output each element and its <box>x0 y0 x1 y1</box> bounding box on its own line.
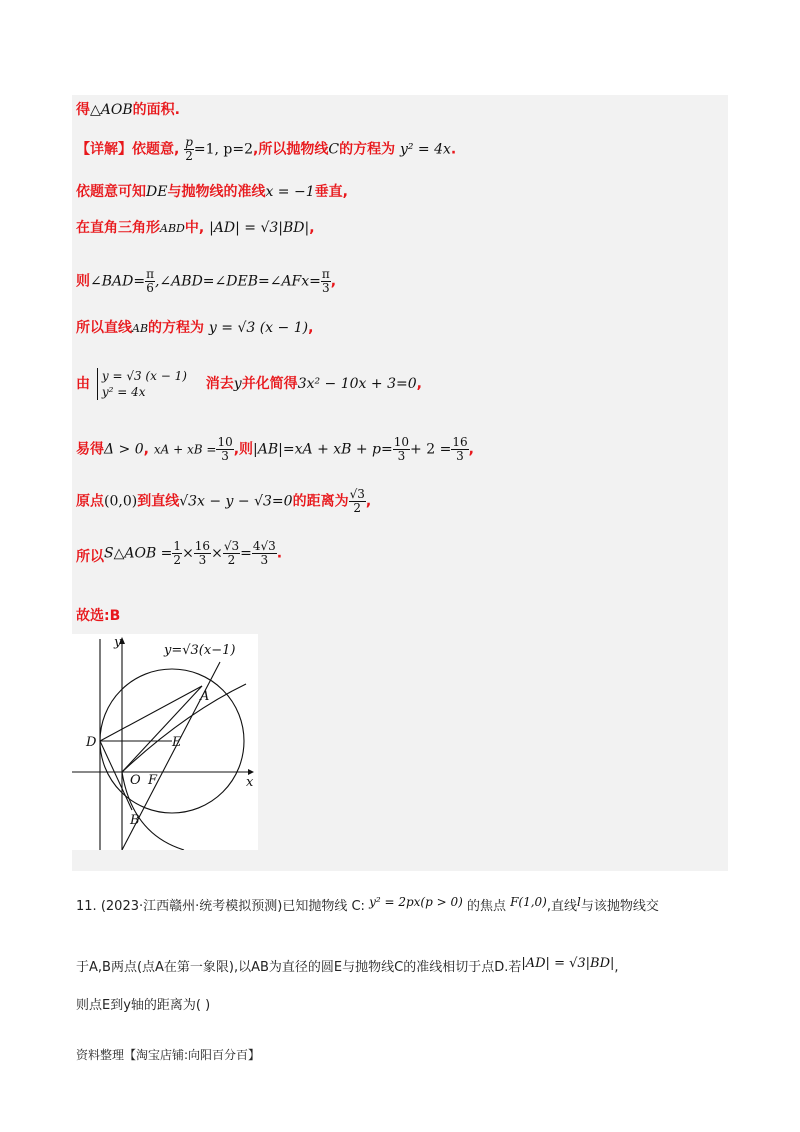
solution-line-1 <box>76 100 180 120</box>
math: ABD <box>160 222 185 235</box>
figure-svg <box>72 634 258 850</box>
solution-line-10 <box>76 540 282 567</box>
text: , <box>308 320 314 336</box>
math: F(1,0) <box>510 895 547 909</box>
question-line-2 <box>76 954 619 978</box>
text: 则点E到y轴的距离为( ) <box>76 998 211 1013</box>
question-number: 11. <box>76 899 97 914</box>
text: , <box>330 273 337 290</box>
label-D: D <box>86 735 97 750</box>
fraction <box>349 488 366 515</box>
text: , <box>365 493 372 510</box>
label-A: A <box>200 689 210 704</box>
text: ,则 <box>233 441 254 458</box>
math: × <box>211 545 223 562</box>
math: △AOB <box>90 102 133 118</box>
math: ,∠ABD=∠DEB=∠AFx= <box>154 273 321 290</box>
system-eq-1: y = √3 (x − 1) <box>101 369 187 383</box>
numerator: 16 <box>194 539 211 553</box>
label-O: O <box>130 773 141 788</box>
numerator: √3 <box>223 539 240 553</box>
math: + 2 = <box>410 441 452 458</box>
math: DE <box>146 184 168 200</box>
text: 原点 <box>76 493 104 510</box>
label-y: y <box>114 635 122 650</box>
text: 与抛物线的准线 <box>167 184 266 200</box>
text: 垂直, <box>314 184 348 200</box>
question-source: (2023·江西赣州·统考模拟预测)已知抛物线 C: <box>100 899 365 914</box>
denominator: 3 <box>216 449 233 463</box>
math: y² = 4x <box>399 141 451 158</box>
text: 的距离为 <box>292 493 349 510</box>
answer: 故选:B <box>76 608 121 624</box>
question-line-3 <box>76 996 210 1016</box>
denominator: 2 <box>349 501 366 515</box>
denominator: 6 <box>146 281 154 295</box>
numerator: √3 <box>349 487 365 501</box>
text: 于A,B两点(点A在第一象限),以AB为直径的圆E与抛物线C的准线相切于点D.若 <box>76 960 522 975</box>
text: , <box>468 441 474 458</box>
numerator: π <box>146 267 154 281</box>
text: . <box>450 141 457 158</box>
label-B: B <box>130 813 140 828</box>
math: 3x² − 10x + 3=0 <box>297 376 417 392</box>
text: 的方程为 <box>148 320 205 336</box>
fraction <box>172 540 182 567</box>
fraction <box>321 268 331 295</box>
solution-line-8: 易得Δ > 0, xA + xB = $\frac{10}{3}$ ,则|AB|=xA + xB + p= $\frac{10}{3}$ + 2 = $\frac{16}{3}$ , <box>76 435 474 463</box>
text: 并化简得 <box>241 376 298 392</box>
segment-OA <box>122 686 202 772</box>
segment-DB <box>100 741 132 810</box>
math: |AD| = √3|BD| <box>209 220 310 236</box>
label-E: E <box>172 735 182 750</box>
footer: 资料整理【淘宝店铺:向阳百分百】 <box>76 1048 261 1062</box>
text: 则 <box>76 273 90 290</box>
text: 中, <box>184 220 205 236</box>
denominator: 3 <box>322 281 330 295</box>
solution-line-4 <box>76 218 315 239</box>
math: xA + xB = <box>153 442 217 457</box>
denominator: 3 <box>252 553 277 567</box>
numerator: 10 <box>393 435 410 449</box>
numerator: 10 <box>217 435 233 449</box>
math: x = −1 <box>265 184 315 200</box>
math: l <box>577 895 581 909</box>
text: 易得 <box>76 441 104 458</box>
text: 消去 <box>205 376 234 392</box>
text: 所以 <box>76 549 104 565</box>
text: 所以直线 <box>76 320 132 336</box>
text: ,直线 <box>546 899 578 914</box>
denominator: 2 <box>223 553 240 567</box>
fraction <box>145 268 155 295</box>
system-eq-2: y² = 4x <box>101 385 146 399</box>
text: . <box>276 545 283 562</box>
fraction <box>252 540 277 567</box>
math: y <box>233 376 242 392</box>
line-equation-label: y=√3(x−1) <box>164 643 236 658</box>
fraction <box>451 436 468 463</box>
text: 的方程为 <box>339 141 396 158</box>
numerator: 4√3 <box>252 539 276 553</box>
parabola <box>122 684 246 850</box>
text: 到直线 <box>137 493 180 510</box>
label-F: F <box>148 773 158 788</box>
parabola-figure <box>72 634 258 850</box>
answer-line <box>76 606 120 626</box>
math: S△AOB = <box>104 545 173 562</box>
math: =1, p=2 <box>193 141 254 158</box>
math: ∠BAD= <box>90 273 146 290</box>
fraction <box>393 436 410 463</box>
math: y = √3 (x − 1) <box>208 320 309 336</box>
fraction <box>194 540 211 567</box>
text: 依题意可知 <box>76 184 146 200</box>
text: , <box>416 376 422 392</box>
denominator: 3 <box>393 449 410 463</box>
solution-line-9 <box>76 488 371 515</box>
solution-line-7 <box>76 368 422 400</box>
math: = <box>240 545 252 562</box>
text: 由 <box>76 376 90 392</box>
label-x: x <box>246 775 254 790</box>
fraction <box>223 540 240 567</box>
detail-tag: 【详解】依题意, <box>76 141 180 158</box>
denominator: 3 <box>451 449 468 463</box>
math: C <box>328 141 340 158</box>
math: √3x − y − √3=0 <box>179 493 293 510</box>
text: ,所以抛物线 <box>253 141 329 158</box>
denominator: 3 <box>194 553 211 567</box>
denominator: 2 <box>185 149 193 163</box>
fraction <box>184 136 194 163</box>
solution-line-6 <box>76 318 313 339</box>
text: , <box>614 960 619 975</box>
math: (0,0) <box>104 493 138 510</box>
numerator: p <box>185 135 193 149</box>
segment-DA <box>100 686 202 741</box>
equation-system <box>97 368 187 400</box>
numerator: 1 <box>173 539 182 553</box>
text: , <box>309 220 315 236</box>
math: Δ > 0 <box>104 441 144 458</box>
text: 的焦点 <box>466 899 506 914</box>
numerator: π <box>321 267 330 281</box>
math: |AB|=xA + xB + p= <box>253 441 393 458</box>
text: 在直角三角形 <box>76 220 160 236</box>
fraction <box>216 436 233 463</box>
text: 与该抛物线交 <box>580 899 659 914</box>
text: 得 <box>76 102 90 118</box>
math: y² = 2px(p > 0) <box>369 895 463 909</box>
solution-line-3 <box>76 182 348 202</box>
math: |AD| = √3|BD| <box>521 956 615 971</box>
numerator: 16 <box>452 435 468 449</box>
math: × <box>182 545 194 562</box>
denominator: 2 <box>173 553 182 567</box>
solution-line-2 <box>76 136 456 163</box>
solution-line-5 <box>76 268 336 295</box>
question-line-1 <box>76 892 659 917</box>
math: AB <box>132 322 149 335</box>
text: 的面积. <box>132 102 180 118</box>
